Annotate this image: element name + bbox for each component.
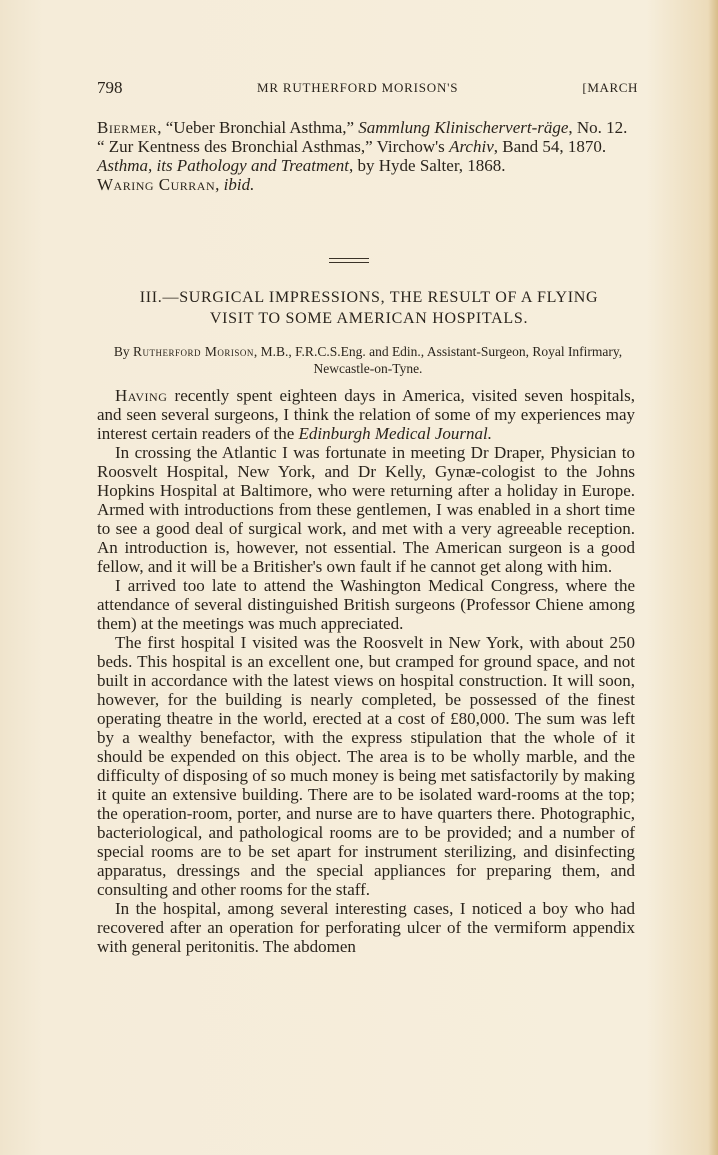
reference-list [97, 118, 635, 194]
section-divider [329, 262, 369, 263]
running-header [97, 78, 638, 100]
paragraph: Having recently spent eighteen days in America, visited seven hospitals, and seen several surgeons, I think the relation of some of my experiences may interest certain readers of the Edinburgh Medical Journal. [97, 386, 635, 443]
paragraph: In crossing the Atlantic I was fortunate in meeting Dr Draper, Physician to Roosvelt Hospital, New York, and Dr Kelly, Gynæ-cologist to the Johns Hopkins Hospital at Baltimore, who were returning after a holiday in Europe. Armed with introductions from these gentlemen, I was enabled in a short time to see a good deal of surgical work, and met with a very agreeable reception. An introduction is, however, not essential. The American surgeon is a good fellow, and it will be a Britisher's own fault if he cannot get along with him. [97, 443, 635, 576]
article-byline: By Rutherford Morison, M.B., F.R.C.S.Eng. and Edin., Assistant-Surgeon, Royal Infirmary, Newcastle-on-Tyne. [113, 344, 623, 376]
paragraph: I arrived too late to attend the Washington Medical Congress, where the attendance of several distinguished British surgeons (Professor Chiene among them) at the meetings was much appreciated. [97, 576, 635, 633]
reference-item: Waring Curran, ibid. [97, 175, 255, 194]
article-body [97, 386, 635, 956]
paragraph: The first hospital I visited was the Roosvelt in New York, with about 250 beds. This hospital is an excellent one, but cramped for ground space, and not built in accordance with the latest views on hospital construction. It will soon, however, for the building is nearly completed, be possessed of the finest operating theatre in the world, erected at a cost of £80,000. The sum was left by a wealthy benefactor, with the express stipulation that the whole of it should be expended on this object. The area is to be wholly marble, and the difficulty of disposing of so much money is being met satisfactorily by making it quite an extensive building. There are to be isolated ward-rooms at the top; the operation-room, porter, and nurse are to have quarters there. Photographic, bacteriological, and pathological rooms are to be provided; and a number of special rooms are to be set apart for instrument sterilizing, and disinfecting apparatus, dressings and the special appliances for preparing them, and consulting and other rooms for the staff. [97, 633, 635, 899]
section-divider [329, 258, 369, 259]
running-head-month: [MARCH [582, 80, 638, 95]
paragraph: In the hospital, among several interesting cases, I noticed a boy who had recovered after an operation for perforating ulcer of the vermiform appendix with general peritonitis. The abdomen [97, 899, 635, 956]
running-head: MR RUTHERFORD MORISON'S [257, 80, 459, 95]
page-number: 798 [97, 78, 123, 97]
reference-item: Asthma, its Pathology and Treatment, by Hyde Salter, 1868. [97, 156, 506, 175]
page-edge [708, 0, 718, 1155]
article-title: III.—SURGICAL IMPRESSIONS, THE RESULT OF A FLYING VISIT TO SOME AMERICAN HOSPITALS. [139, 289, 599, 327]
author-name: Rutherford Morison [132, 344, 254, 359]
reference-item: “ Zur Kentness des Bronchial Asthmas,” Virchow's Archiv, Band 54, 1870. [97, 137, 607, 156]
reference-item: Biermer, “Ueber Bronchial Asthma,” Sammlung Klinischervert-räge, No. 12. [97, 118, 628, 137]
